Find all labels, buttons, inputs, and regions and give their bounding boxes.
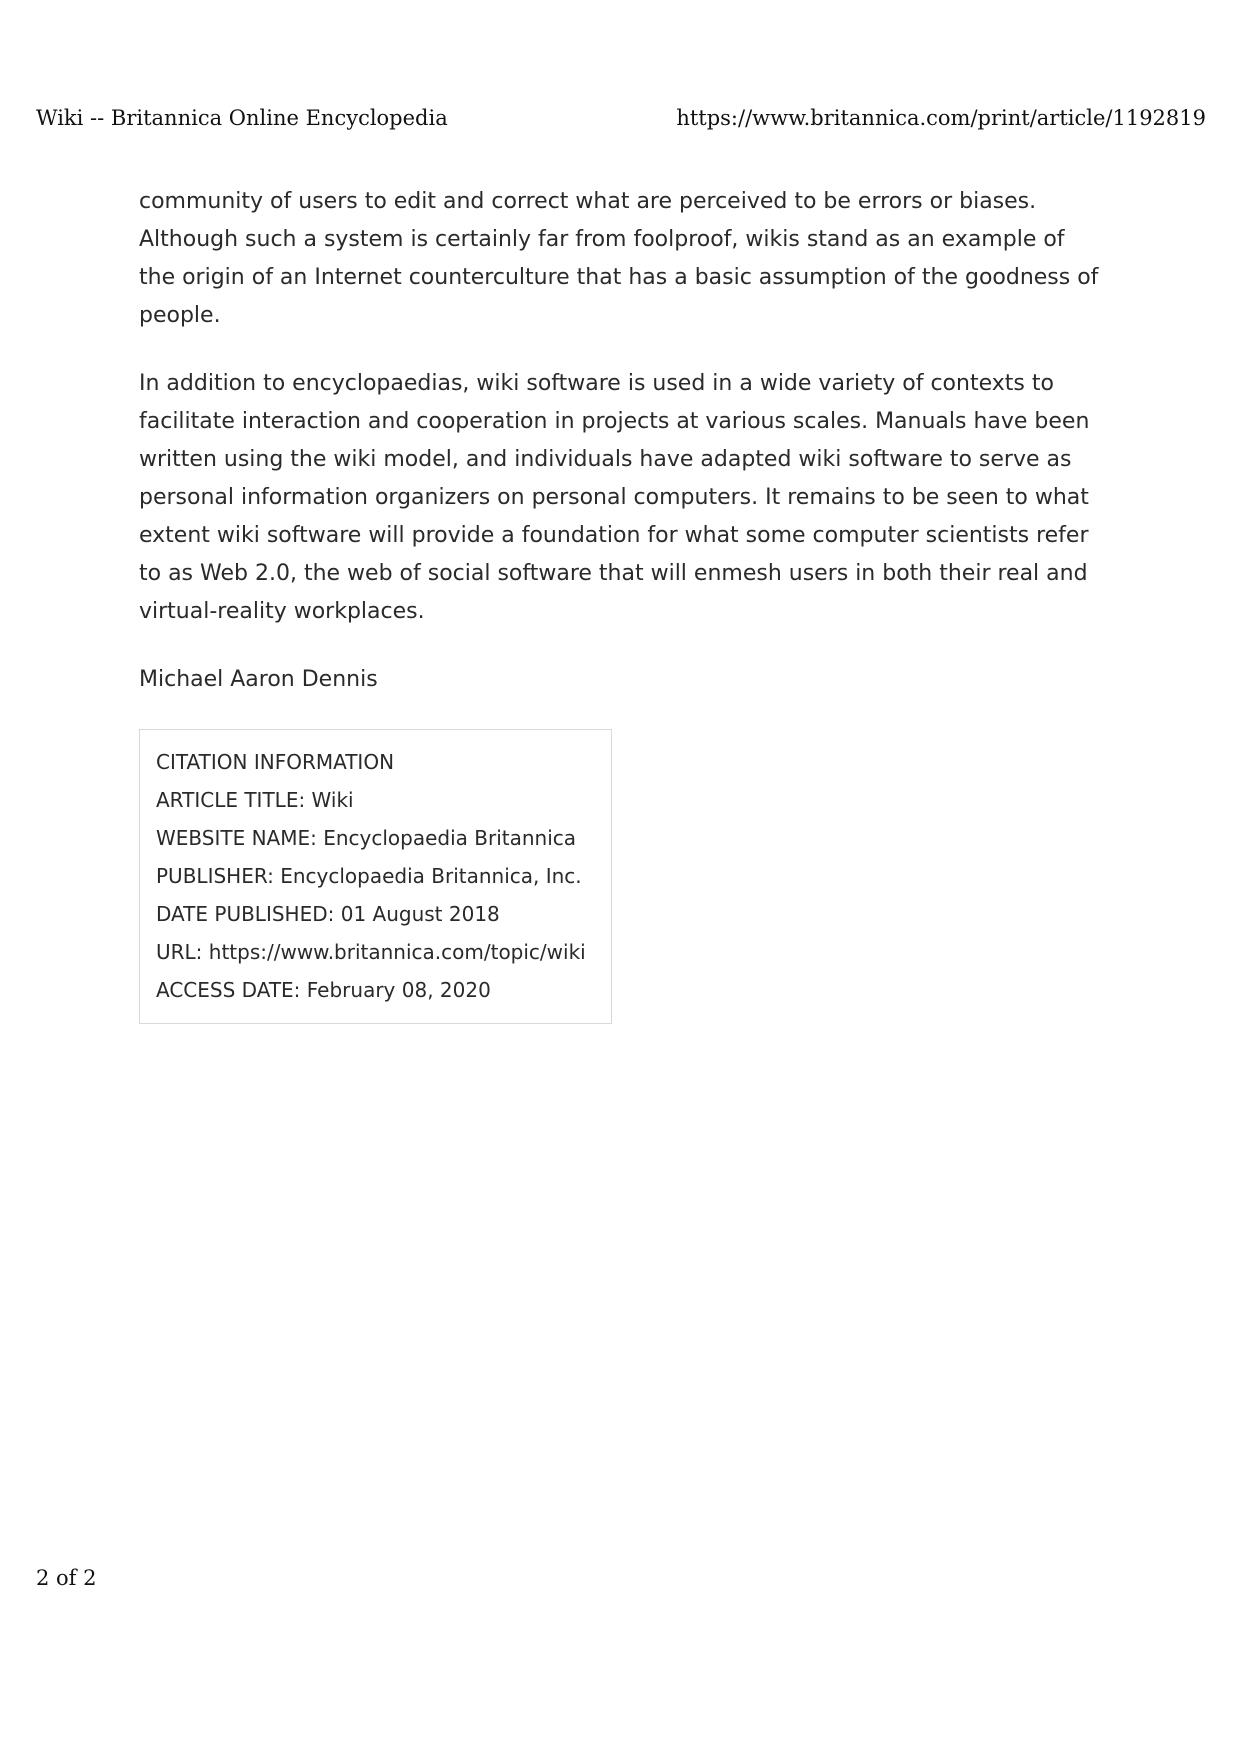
- citation-url: URL: https://www.britannica.com/topic/wiki: [156, 940, 586, 964]
- article-body: [139, 183, 1099, 1024]
- citation-article-title: ARTICLE TITLE: Wiki: [156, 788, 354, 812]
- page-title: Wiki -- Britannica Online Encyclopedia: [36, 106, 448, 130]
- print-header: [36, 106, 1206, 136]
- article-author: Michael Aaron Dennis: [139, 667, 378, 692]
- page-url: https://www.britannica.com/print/article/1192819: [676, 106, 1206, 130]
- article-paragraph-2: In addition to encyclopaedias, wiki software is used in a wide variety of contexts to facilitate interaction and cooperation in projects at various scales. Manuals have been written using the wiki model, and individuals have adapted wiki software to serve as personal information organizers on personal computers. It remains to be seen to what extent wiki software will provide a foundation for what some computer scientists refer to as Web 2.0, the web of social software that will enmesh users in both their real and virtual-reality workplaces.: [139, 371, 1090, 624]
- citation-heading: CITATION INFORMATION: [156, 750, 395, 774]
- citation-website-name: WEBSITE NAME: Encyclopaedia Britannica: [156, 826, 577, 850]
- article-paragraph-1: community of users to edit and correct what are perceived to be errors or biases. Although such a system is certainly far from foolproof, wikis stand as an example of the origin of an Internet counterculture that has a basic assumption of the goodness of people.: [139, 189, 1099, 328]
- citation-box: [139, 729, 612, 1024]
- citation-date-published: DATE PUBLISHED: 01 August 2018: [156, 902, 500, 926]
- page-number: 2 of 2: [36, 1566, 97, 1590]
- citation-publisher: PUBLISHER: Encyclopaedia Britannica, Inc.: [156, 864, 582, 888]
- citation-access-date: ACCESS DATE: February 08, 2020: [156, 978, 491, 1002]
